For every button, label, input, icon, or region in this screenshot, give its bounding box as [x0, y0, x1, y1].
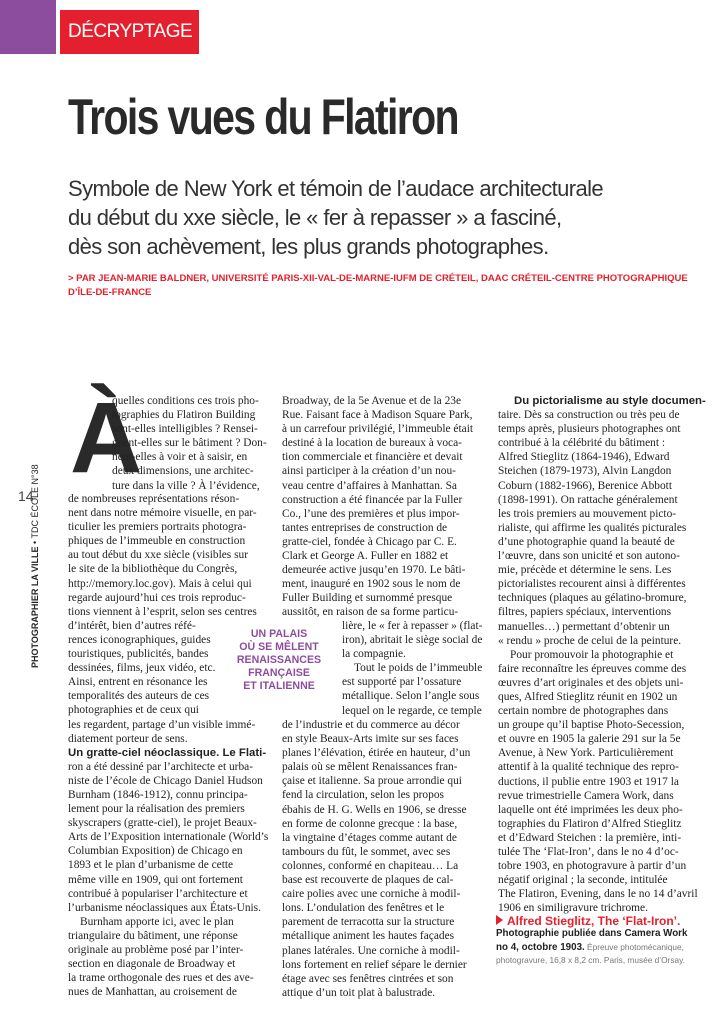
rubric-label: DÉCRYPTAGE	[60, 10, 199, 54]
text-line: tobre 1903, en photogravure à partir d’un	[498, 860, 687, 873]
text-line: The Flatiron, Evening, dans le no 14 d’avril	[498, 888, 698, 901]
text-line: (1898-1991). On rattache généralement	[498, 493, 678, 506]
text-line: section en diagonale de Broadway et	[68, 958, 236, 971]
text-line: Pour promouvoir la photographie et	[510, 648, 674, 661]
text-line: 1893 et le plan d’urbanisme de cette	[68, 859, 234, 872]
text-line: étage avec ses fenêtres cintrées et son	[282, 972, 454, 985]
text-line: Ainsi, entrent en résonance les	[68, 676, 208, 689]
text-line: Burnham apporte ici, avec le plan	[80, 915, 234, 928]
text-line: ment, inauguré en 1902 sous le nom de	[282, 578, 461, 591]
caption-issue-number: no 4, octobre 1903.	[496, 941, 585, 953]
text-line: pictorialistes recourent ainsi à différentes	[498, 578, 686, 591]
byline-line-2: D’ÎLE-DE-FRANCE	[68, 287, 152, 298]
text-line: en style Beaux-Arts imite sur ses faces	[282, 733, 459, 746]
text-line: et d’Edward Steichen : la première, inti-	[498, 831, 682, 844]
byline-line-1: > PAR JEAN-MARIE BALDNER, UNIVERSITÉ PARIS-XII-VAL-DE-MARNE-IUFM DE CRÉTEIL, DAAC CRÉTEIL-CENTRE PHOTOGRAPHIQUE	[68, 273, 688, 284]
caption-title	[496, 914, 708, 928]
text-line: en forme de colonne grecque : la base,	[282, 817, 458, 830]
text-line: tographies du Flatiron Building	[112, 409, 256, 422]
text-line: un groupe qu’il baptise Photo-Secession,	[498, 719, 685, 732]
text-line: base est recouverte de plaques de cal-	[282, 874, 454, 887]
text-line: contribué à populariser l’architecture et	[68, 887, 248, 900]
separator-bullet: •	[30, 540, 40, 544]
text-line: ébahis de H. G. Wells en 1906, se dresse	[282, 803, 467, 816]
arrow-right-icon	[496, 915, 503, 925]
text-line: ainsi participer à la création d’un nou-	[282, 465, 456, 478]
text-line: la vingtaine d’étages comme autant de	[282, 831, 457, 844]
text-line: tambours du fût, le sommet, avec ses	[282, 845, 451, 858]
text-line: même ville en 1909, qui ont fortement	[68, 873, 243, 886]
text-line: rences iconographiques, guides	[68, 633, 211, 646]
text-line: quelles conditions ces trois pho-	[112, 395, 259, 407]
text-line: manuelles…) permettant d’obtenir un	[498, 620, 670, 633]
photo-caption	[496, 914, 708, 967]
text-line: planes l’élévation, étirée en hauteur, d’un	[282, 747, 471, 760]
text-line: Tout le poids de l’immeuble	[354, 662, 483, 675]
text-line: palais où se mêlent Renaissances fran-	[282, 761, 458, 774]
text-line: lement pour la réalisation des premiers	[68, 803, 245, 816]
text-line: Fuller Building et surnommé presque	[282, 592, 453, 605]
text-line: « rendu » proche de celui de la peinture.	[498, 634, 682, 647]
text-line: faire reconnaître les épreuves comme des	[498, 662, 687, 675]
text-line: niste de l’école de Chicago Daniel Hudson	[68, 774, 263, 787]
text-line: destiné à la location de bureaux à voca-	[282, 437, 462, 450]
text-line: d’intérêt, bien d’autres réfé-	[68, 619, 196, 632]
column-1-body	[68, 492, 272, 999]
subheading-pictorialisme: Du pictorialisme au style documen-	[514, 395, 706, 407]
subheading-gratte-ciel: Un gratte-ciel néoclassique. Le Flati-	[68, 746, 267, 759]
text-line: photographies et de ceux qui	[68, 704, 199, 717]
text-line: la trame orthogonale des rues et des ave-	[68, 972, 254, 985]
text-line: filtres, papiers spéciaux, interventions	[498, 606, 672, 619]
text-line: touristiques, publicités, bandes	[68, 648, 209, 661]
text-line: fend la circulation, selon les propos	[282, 789, 444, 802]
text-line: demeurée active jusqu’en 1970. Le bâti-	[282, 564, 466, 577]
text-line: diatement porteur de sens.	[68, 732, 188, 745]
text-line: temporalités des auteurs de ces	[68, 690, 210, 703]
subtitle-line-3: dès son achèvement, les plus grands photographes.	[68, 234, 549, 259]
caption-title-text: Alfred Stieglitz, The ‘Flat-Iron’.	[507, 914, 681, 928]
text-line: parement de terracotta sur la structure	[282, 916, 455, 929]
text-line: laquelle ont été imprimées les deux pho-	[498, 803, 683, 816]
text-line: ture dans la ville ? À l’évidence,	[112, 479, 260, 492]
caption-source: Photographie publiée dans Camera Work	[496, 928, 688, 939]
text-line: au tout début du xxe siècle (visibles sur	[68, 549, 248, 562]
text-line: lequel on le regarde, ce temple	[342, 704, 482, 717]
column-2-body	[282, 718, 488, 1000]
text-line: revue trimestrielle Camera Work, dans	[498, 789, 674, 802]
text-line: phiques de l’immeuble en construction	[68, 535, 246, 548]
text-line: ron a été dessiné par l’architecte et urba-	[68, 760, 253, 773]
text-line: lière, le « fer à repasser » (flat-	[342, 620, 483, 632]
section-color-bar	[0, 0, 56, 54]
page-number: 14	[18, 488, 34, 504]
text-line: de l’industrie et du commerce au décor	[282, 719, 460, 731]
text-line: l’urbanisme néoclassiques aux États-Unis.	[68, 901, 261, 914]
caption-details: photogravure, 16,8 x 8,2 cm. Paris, musée d’Orsay.	[496, 955, 685, 965]
text-line: Broadway, de la 5e Avenue et de la 23e	[282, 395, 462, 407]
text-line: le site de la bibliothèque du Congrès,	[68, 563, 238, 576]
text-line: regarde aujourd’hui ces trois reproduc-	[68, 591, 246, 604]
text-line: techniques (plaques au gélatino-bromure,	[498, 592, 687, 605]
text-line: est supporté par l’ossature	[342, 676, 462, 689]
column-1-top	[112, 394, 270, 493]
text-line: Steichen (1879-1973), Alvin Langdon	[498, 465, 672, 478]
text-line: caire polies avec une corniche à modil-	[282, 888, 461, 901]
text-line: colonnes, conformé en chapiteau… La	[282, 859, 459, 872]
text-line: lons. L’ondulation des fenêtres et le	[282, 902, 445, 915]
text-line: ques, Alfred Stieglitz réunit en 1902 un	[498, 690, 678, 703]
text-line: Alfred Stieglitz (1864-1946), Edward	[498, 451, 670, 464]
text-line: tographies du Flatiron d’Alfred Stieglitz	[498, 817, 682, 830]
text-line: la compagnie.	[342, 648, 406, 661]
pull-quote-line: ET ITALIENNE	[243, 680, 315, 692]
side-running-head	[30, 464, 40, 668]
text-line: Rue. Faisant face à Madison Square Park,	[282, 409, 473, 422]
column-2-top	[282, 394, 488, 620]
text-line: iron), abritait le siège social de	[342, 634, 483, 647]
text-line: négatif original ; la seconde, intitulée	[498, 874, 668, 887]
text-line: ticulier les premiers portraits photogra-	[68, 521, 247, 534]
rubric-header	[0, 0, 725, 54]
text-line: aussitôt, en raison de sa forme particu-	[282, 606, 459, 619]
text-line: contribué à la célébrité du bâtiment :	[498, 437, 665, 450]
caption-issue	[496, 941, 708, 955]
subtitle-line-2: du début du xxe siècle, le « fer à repasser » a fasciné,	[68, 205, 562, 230]
text-line: attentif à la qualité technique des repro-	[498, 761, 679, 774]
text-line: deux dimensions, une architec-	[112, 465, 254, 478]
text-line: à un carrefour privilégié, l’immeuble était	[282, 423, 474, 436]
text-line: et ouvre en 1905 la galerie 291 sur la 5e	[498, 733, 681, 746]
text-line: mie, précède et détermine le sens. Les	[498, 564, 672, 577]
text-line: Co., l’une des premières et plus impor-	[282, 507, 460, 520]
text-line: sont-elles intelligibles ? Rensei-	[112, 423, 258, 436]
text-line: tion commerciale et financière et devait	[282, 451, 463, 464]
text-line: Burnham (1846-1912), connu principa-	[68, 788, 248, 801]
text-line: de nombreuses représentations réson-	[68, 493, 240, 505]
pull-quote-line: FRANÇAISE	[248, 667, 310, 679]
text-line: gratte-ciel, fondée à Chicago par C. E.	[282, 535, 457, 548]
text-line: çaise et italienne. Sa proue arrondie qui	[282, 775, 462, 788]
text-line: les trois premiers au mouvement picto-	[498, 507, 677, 520]
text-line: les regardent, partage d’un visible immé-	[68, 718, 256, 731]
text-line: Clark et George A. Fuller en 1882 et	[282, 550, 449, 563]
text-line: Columbian Exposition) de Chicago en	[68, 845, 243, 858]
text-line: http://memory.loc.gov). Mais à celui qui	[68, 577, 252, 590]
section-name: PHOTOGRAPHIER LA VILLE	[30, 546, 40, 668]
text-line: tulée The ‘Flat-Iron’, dans le no 4 d’oc-	[498, 846, 679, 858]
text-line: métallique animent les hautes façades	[282, 930, 455, 943]
text-line: planes latérales. Une corniche à modil-	[282, 944, 460, 957]
column-3	[498, 394, 708, 915]
text-line: veau centre d’affaires à Manhattan. Sa	[282, 479, 457, 492]
pull-quote-line: RENAISSANCES	[236, 654, 322, 666]
issue-label: TDC ÉCOLE N°38	[30, 464, 40, 539]
text-line: métallique. Selon l’angle sous	[342, 690, 480, 703]
text-line: triangulaire du bâtiment, une réponse	[68, 929, 238, 942]
text-line: rialiste, qui affirme les qualités picturales	[498, 521, 687, 534]
column-2-wrap	[342, 619, 490, 718]
text-line: certain nombre de photographes dans	[498, 705, 669, 718]
text-line: œuvres d’art originales et des objets uni-	[498, 676, 684, 689]
text-line: attique d’un toit plat à balustrade.	[282, 986, 436, 999]
text-line: Arts de l’Exposition internationale (World’s	[68, 831, 269, 844]
text-line: Avenue, à New York. Particulièrement	[498, 747, 674, 760]
text-line: originale au problème posé par l’inter-	[68, 944, 244, 956]
text-line: lons fortement en relief sépare le dernier	[282, 958, 467, 971]
text-line: tions viennent à l’esprit, selon ses centres	[68, 605, 257, 618]
text-line: tantes entreprises de construction de	[282, 521, 448, 534]
subtitle-line-1: Symbole de New York et témoin de l’audace architecturale	[68, 176, 604, 201]
text-line: d’une photographie quand la beauté de	[498, 535, 675, 548]
text-line: temps après, plusieurs photographes ont	[498, 423, 681, 436]
text-line: 1906 en similigravure trichrome.	[498, 902, 648, 915]
text-line: taire. Dès sa construction ou très peu de	[498, 409, 680, 422]
drop-cap: À	[70, 382, 143, 494]
text-line: skyscrapers (gratte-ciel), le projet Beaux-	[68, 817, 257, 830]
text-line: l’œuvre, dans son unicité et son autono-	[498, 550, 680, 563]
text-line: gnent-elles sur le bâtiment ? Don-	[112, 437, 267, 450]
caption-technique: Épreuve photomécanique,	[584, 941, 684, 952]
text-line: Coburn (1882-1966), Berenice Abbott	[498, 479, 672, 492]
text-line: dessinées, films, jeux vidéo, etc.	[68, 662, 216, 675]
pull-quote-line: OÙ SE MÊLENT	[239, 641, 319, 653]
page-title: Trois vues du Flatiron	[68, 89, 458, 145]
text-line: nent-elles à voir et à saisir, en	[112, 451, 248, 464]
text-line: construction a été financée par la Fuller	[282, 493, 463, 506]
text-line: nues de Manhattan, au croisement de	[68, 986, 237, 999]
pull-quote	[226, 628, 332, 693]
pull-quote-line: UN PALAIS	[250, 628, 308, 640]
text-line: nent dans notre mémoire visuelle, en par-	[68, 507, 257, 520]
text-line: ductions, il publie entre 1903 et 1917 la	[498, 775, 679, 788]
